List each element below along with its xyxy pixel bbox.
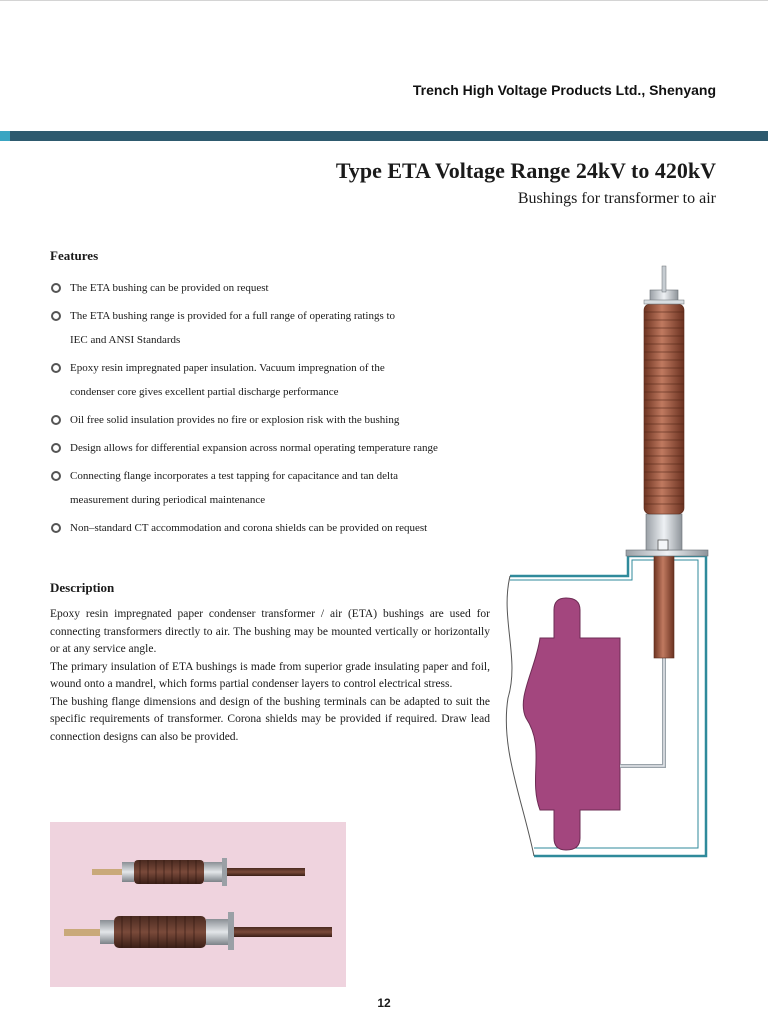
feature-text-continued: IEC and ANSI Standards [70,334,181,346]
description-heading: Description [50,580,115,595]
feature-item [50,304,500,352]
feature-text: Design allows for differential expansion across normal operating temperature range [70,442,438,454]
feature-text: Oil free solid insulation provides no fire or explosion risk with the bushing [70,414,400,426]
feature-item [50,276,500,300]
page-number: 12 [377,996,391,1010]
feature-text-continued: condenser core gives excellent partial discharge performance [70,386,339,398]
bullet-circle-icon [51,471,61,481]
product-photo [50,822,346,987]
bullet-circle-icon [51,415,61,425]
description-paragraph: The primary insulation of ETA bushings is made from superior grade insulating paper and foil, wound onto a mandrel, which forms partial condenser layers to control electrical stress. [50,660,490,690]
feature-text: Non–standard CT accommodation and corona shields can be provided on request [70,522,428,534]
feature-text: The ETA bushing range is provided for a full range of operating ratings to [70,310,396,322]
bushing-top-plate [644,300,684,304]
bullet-circle-icon [51,283,61,293]
draw-lead [620,658,664,766]
transformer-winding [523,598,620,850]
bullet-circle-icon [51,363,61,373]
bushing-insulator [644,304,684,514]
page-title: Type ETA Voltage Range 24kV to 420kV [335,158,716,183]
feature-list [50,276,500,544]
feature-item [50,356,500,404]
feature-item [50,408,500,432]
test-tap-icon [658,540,668,550]
photo-background [50,822,346,987]
description-paragraph: Epoxy resin impregnated paper condenser transformer / air (ETA) bushings are used for connecting transformers directly to air. The bushing may be mounted vertically or horizontally or at any service angle. [50,608,490,655]
page-subtitle: Bushings for transformer to air [517,190,716,207]
description-paragraph: The bushing flange dimensions and design of the bushing terminals can be adapted to suit the specific requirements of transformer. Corona shields may be provided if required. Draw lead connection designs can also be provided. [50,695,490,743]
features-heading: Features [50,248,99,263]
bushing-terminal [662,266,666,292]
company-name: Trench High Voltage Products Ltd., Shenyang [412,82,716,98]
bushing-flange [626,550,708,556]
feature-text: Connecting flange incorporates a test tapping for capacitance and tan delta [70,470,399,482]
bullet-circle-icon [51,311,61,321]
feature-item [50,464,500,512]
bushing-lower-conductor [654,554,674,658]
description-body [50,606,490,746]
feature-text: Epoxy resin impregnated paper insulation. Vacuum impregnation of the [70,362,385,374]
feature-item [50,436,500,460]
bushing-installation-diagram [500,258,720,868]
header-bar [0,131,768,141]
feature-text: The ETA bushing can be provided on request [70,282,269,294]
bullet-circle-icon [51,523,61,533]
top-rule [0,0,768,1]
bullet-circle-icon [51,443,61,453]
feature-text-continued: measurement during periodical maintenance [70,494,266,506]
feature-item [50,516,500,540]
header-bar-accent [0,131,10,141]
draw-lead-highlight [620,658,664,766]
